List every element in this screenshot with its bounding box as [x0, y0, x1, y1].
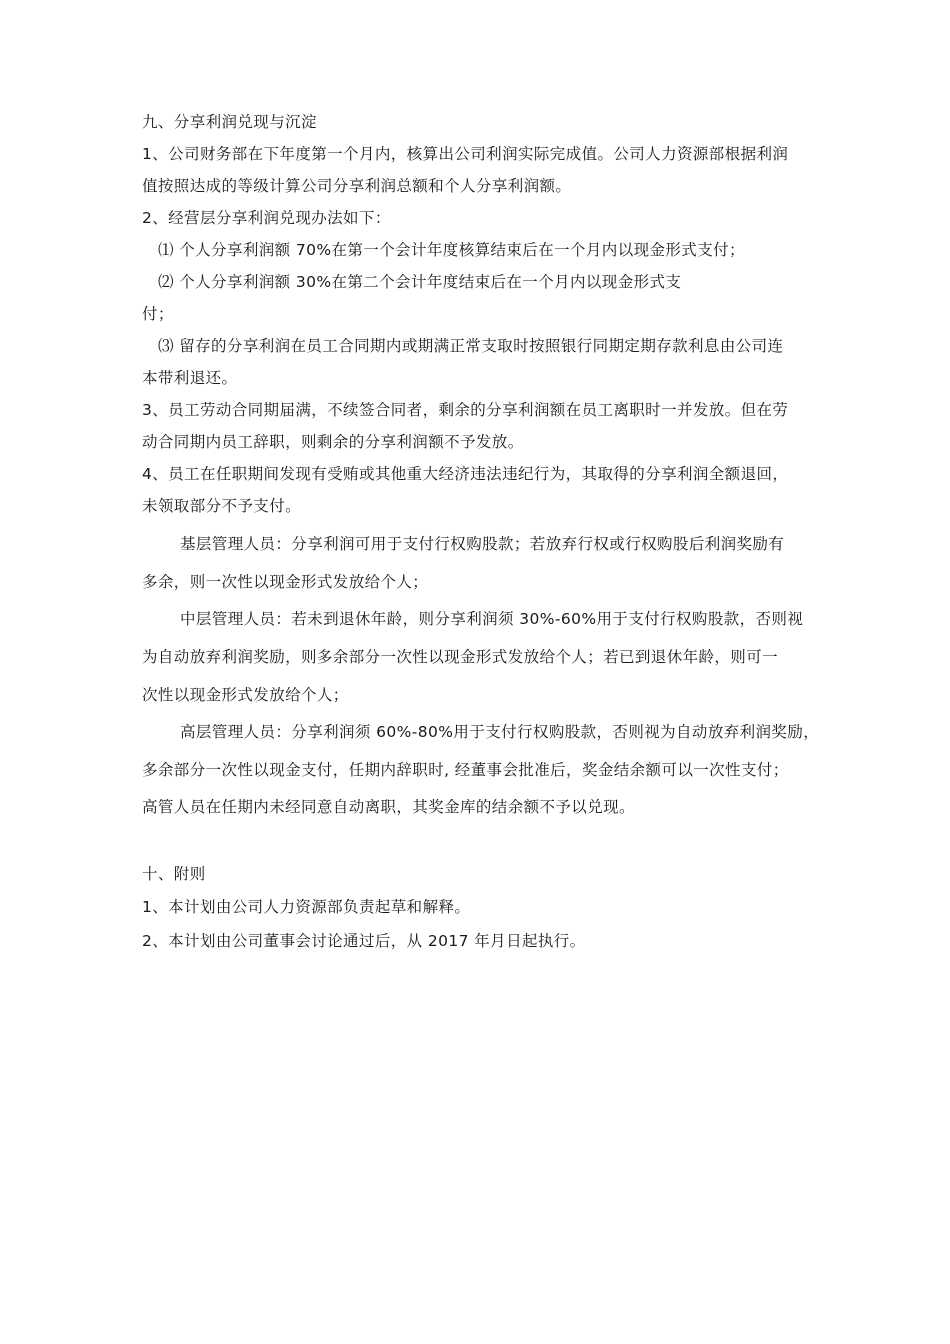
section-9-heading: 九、分享利润兑现与沉淀: [142, 113, 317, 131]
basic-managers-line-2: 多余，则一次性以现金形式发放给个人；: [142, 573, 429, 591]
middle-managers-line-3: 次性以现金形式发放给个人；: [142, 686, 349, 704]
middle-managers-line-1: 中层管理人员：若未到退休年龄，则分享利润须 30%-60%用于支付行权购股款，否则视: [180, 610, 804, 628]
middle-managers-line-2: 为自动放弃利润奖励，则多余部分一次性以现金形式发放给个人；若已到退休年龄，则可一: [142, 648, 779, 666]
s9-sub-item-3-line-2: 本带利退还。: [142, 369, 238, 387]
s9-item-3-line-2: 动合同期内员工辞职，则剩余的分享利润额不予发放。: [142, 433, 524, 451]
senior-managers-line-2: 多余部分一次性以现金支付，任期内辞职时, 经董事会批准后，奖金结余额可以一次性支付；: [142, 761, 789, 779]
senior-managers-line-3: 高管人员在任期内未经同意自动离职，其奖金库的结余额不予以兑现。: [142, 798, 635, 816]
senior-managers-line-1: 高层管理人员：分享利润须 60%-80%用于支付行权购股款，否则视为自动放弃利润奖励，: [180, 723, 820, 741]
s9-sub-item-1: ⑴ 个人分享利润额 70%在第一个会计年度核算结束后在一个月内以现金形式支付；: [158, 241, 745, 259]
s9-item-4-line-2: 未领取部分不予支付。: [142, 497, 302, 515]
s10-item-2: 2、本计划由公司董事会讨论通过后，从 2017 年月日起执行。: [142, 932, 586, 950]
s9-item-3-line-1: 3、员工劳动合同期届满，不续签合同者，剩余的分享利润额在员工离职时一并发放。但在劳: [142, 401, 789, 419]
basic-managers-line-1: 基层管理人员：分享利润可用于支付行权购股款；若放弃行权或行权购股后利润奖励有: [180, 535, 785, 553]
s9-sub-item-2-line-1: ⑵ 个人分享利润额 30%在第二个会计年度结束后在一个月内以现金形式支: [158, 273, 682, 291]
s9-item-4-line-1: 4、员工在任职期间发现有受贿或其他重大经济违法违纪行为，其取得的分享利润全额退回，: [142, 465, 789, 483]
s9-sub-item-3-line-1: ⑶ 留存的分享利润在员工合同期内或期满正常支取时按照银行同期定期存款利息由公司连: [158, 337, 784, 355]
s10-item-1: 1、本计划由公司人力资源部负责起草和解释。: [142, 898, 471, 916]
s9-sub-item-2-line-2: 付；: [142, 305, 174, 323]
section-10-heading: 十、附则: [142, 865, 206, 883]
s9-item-2: 2、经营层分享利润兑现办法如下：: [142, 209, 391, 227]
s9-item-1-line-1: 1、公司财务部在下年度第一个月内，核算出公司利润实际完成值。公司人力资源部根据利润: [142, 145, 789, 163]
s9-item-1-line-2: 值按照达成的等级计算公司分享利润总额和个人分享利润额。: [142, 177, 572, 195]
